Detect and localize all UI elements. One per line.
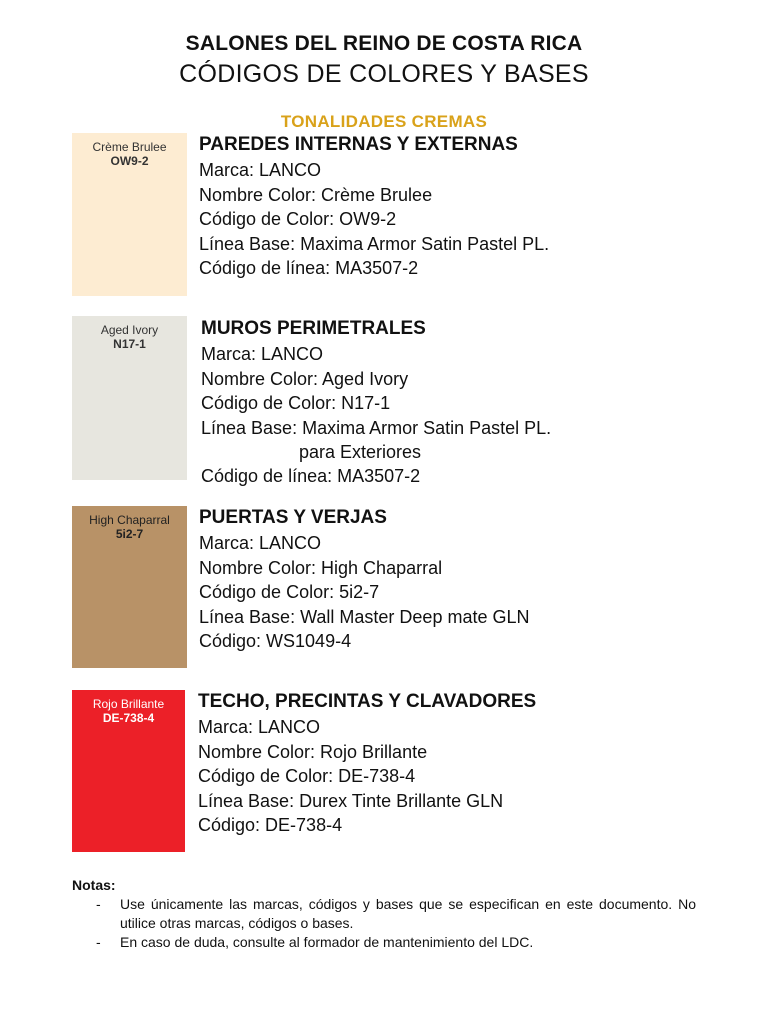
brand-line: Marca: LANCO bbox=[199, 160, 322, 181]
document-title: SALONES DEL REINO DE COSTA RICA bbox=[185, 32, 583, 55]
base-line: Línea Base: Maxima Armor Satin Pastel PL. bbox=[199, 233, 550, 254]
color-code-line: Código de Color: DE-738-4 bbox=[198, 766, 416, 787]
base-line: Línea Base: Wall Master Deep mate GLN bbox=[199, 606, 530, 627]
brand-line: Marca: LANCO bbox=[199, 533, 322, 554]
color-name-line: Nombre Color: Crème Brulee bbox=[199, 184, 433, 205]
section-heading: PUERTAS Y VERJAS bbox=[199, 507, 387, 528]
swatch-name: High Chaparral bbox=[89, 513, 170, 527]
note-item: - Use únicamente las marcas, códigos y bases que se especifican en este documento. No utilice otras marcas, códigos o bases. bbox=[72, 895, 696, 933]
swatch-code: DE-738-4 bbox=[102, 711, 155, 725]
color-swatch-rojo-brillante bbox=[72, 690, 185, 852]
color-code-line: Código de Color: N17-1 bbox=[201, 393, 391, 414]
swatch-code: OW9-2 bbox=[110, 154, 149, 168]
color-name-line: Nombre Color: High Chaparral bbox=[199, 557, 443, 578]
code-line: Código: DE-738-4 bbox=[198, 815, 343, 836]
code-line: Código: WS1049-4 bbox=[199, 631, 352, 652]
swatch-code: 5i2-7 bbox=[115, 527, 144, 541]
line-code-line: Código de línea: MA3507-2 bbox=[201, 466, 421, 487]
section-heading: MUROS PERIMETRALES bbox=[201, 318, 426, 339]
base-line: Línea Base: Durex Tinte Brillante GLN bbox=[198, 790, 504, 811]
swatch-code: N17-1 bbox=[113, 337, 146, 351]
notes-title: Notas: bbox=[72, 877, 116, 893]
section-techo bbox=[198, 690, 536, 837]
base-line-continuation: para Exteriores bbox=[299, 442, 422, 463]
color-swatch-high-chaparral bbox=[72, 506, 187, 668]
section-heading: PAREDES INTERNAS Y EXTERNAS bbox=[199, 134, 518, 155]
line-code-line: Código de línea: MA3507-2 bbox=[199, 258, 419, 279]
color-swatch-creme-brulee bbox=[72, 133, 187, 296]
brand-line: Marca: LANCO bbox=[198, 717, 321, 738]
section-puertas bbox=[199, 506, 529, 653]
color-code-line: Código de Color: 5i2-7 bbox=[199, 582, 380, 603]
notes-list bbox=[72, 895, 696, 952]
color-code-line: Código de Color: OW9-2 bbox=[199, 209, 397, 230]
color-swatch-aged-ivory bbox=[72, 316, 187, 480]
category-heading: TONALIDADES CREMAS bbox=[280, 112, 488, 131]
notes-block bbox=[72, 876, 696, 952]
section-paredes bbox=[199, 133, 549, 280]
base-line: Línea Base: Maxima Armor Satin Pastel PL. bbox=[201, 417, 552, 438]
swatch-name: Rojo Brillante bbox=[92, 697, 165, 711]
brand-line: Marca: LANCO bbox=[201, 344, 324, 365]
color-name-line: Nombre Color: Rojo Brillante bbox=[198, 741, 428, 762]
section-heading: TECHO, PRECINTAS Y CLAVADORES bbox=[198, 691, 537, 712]
document-subtitle: CÓDIGOS DE COLORES Y BASES bbox=[179, 60, 589, 88]
color-name-line: Nombre Color: Aged Ivory bbox=[201, 368, 409, 389]
section-muros bbox=[201, 317, 551, 489]
swatch-name: Crème Brulee bbox=[92, 140, 167, 154]
note-item: - En caso de duda, consulte al formador de mantenimiento del LDC. bbox=[72, 933, 696, 952]
swatch-name: Aged Ivory bbox=[100, 323, 159, 337]
